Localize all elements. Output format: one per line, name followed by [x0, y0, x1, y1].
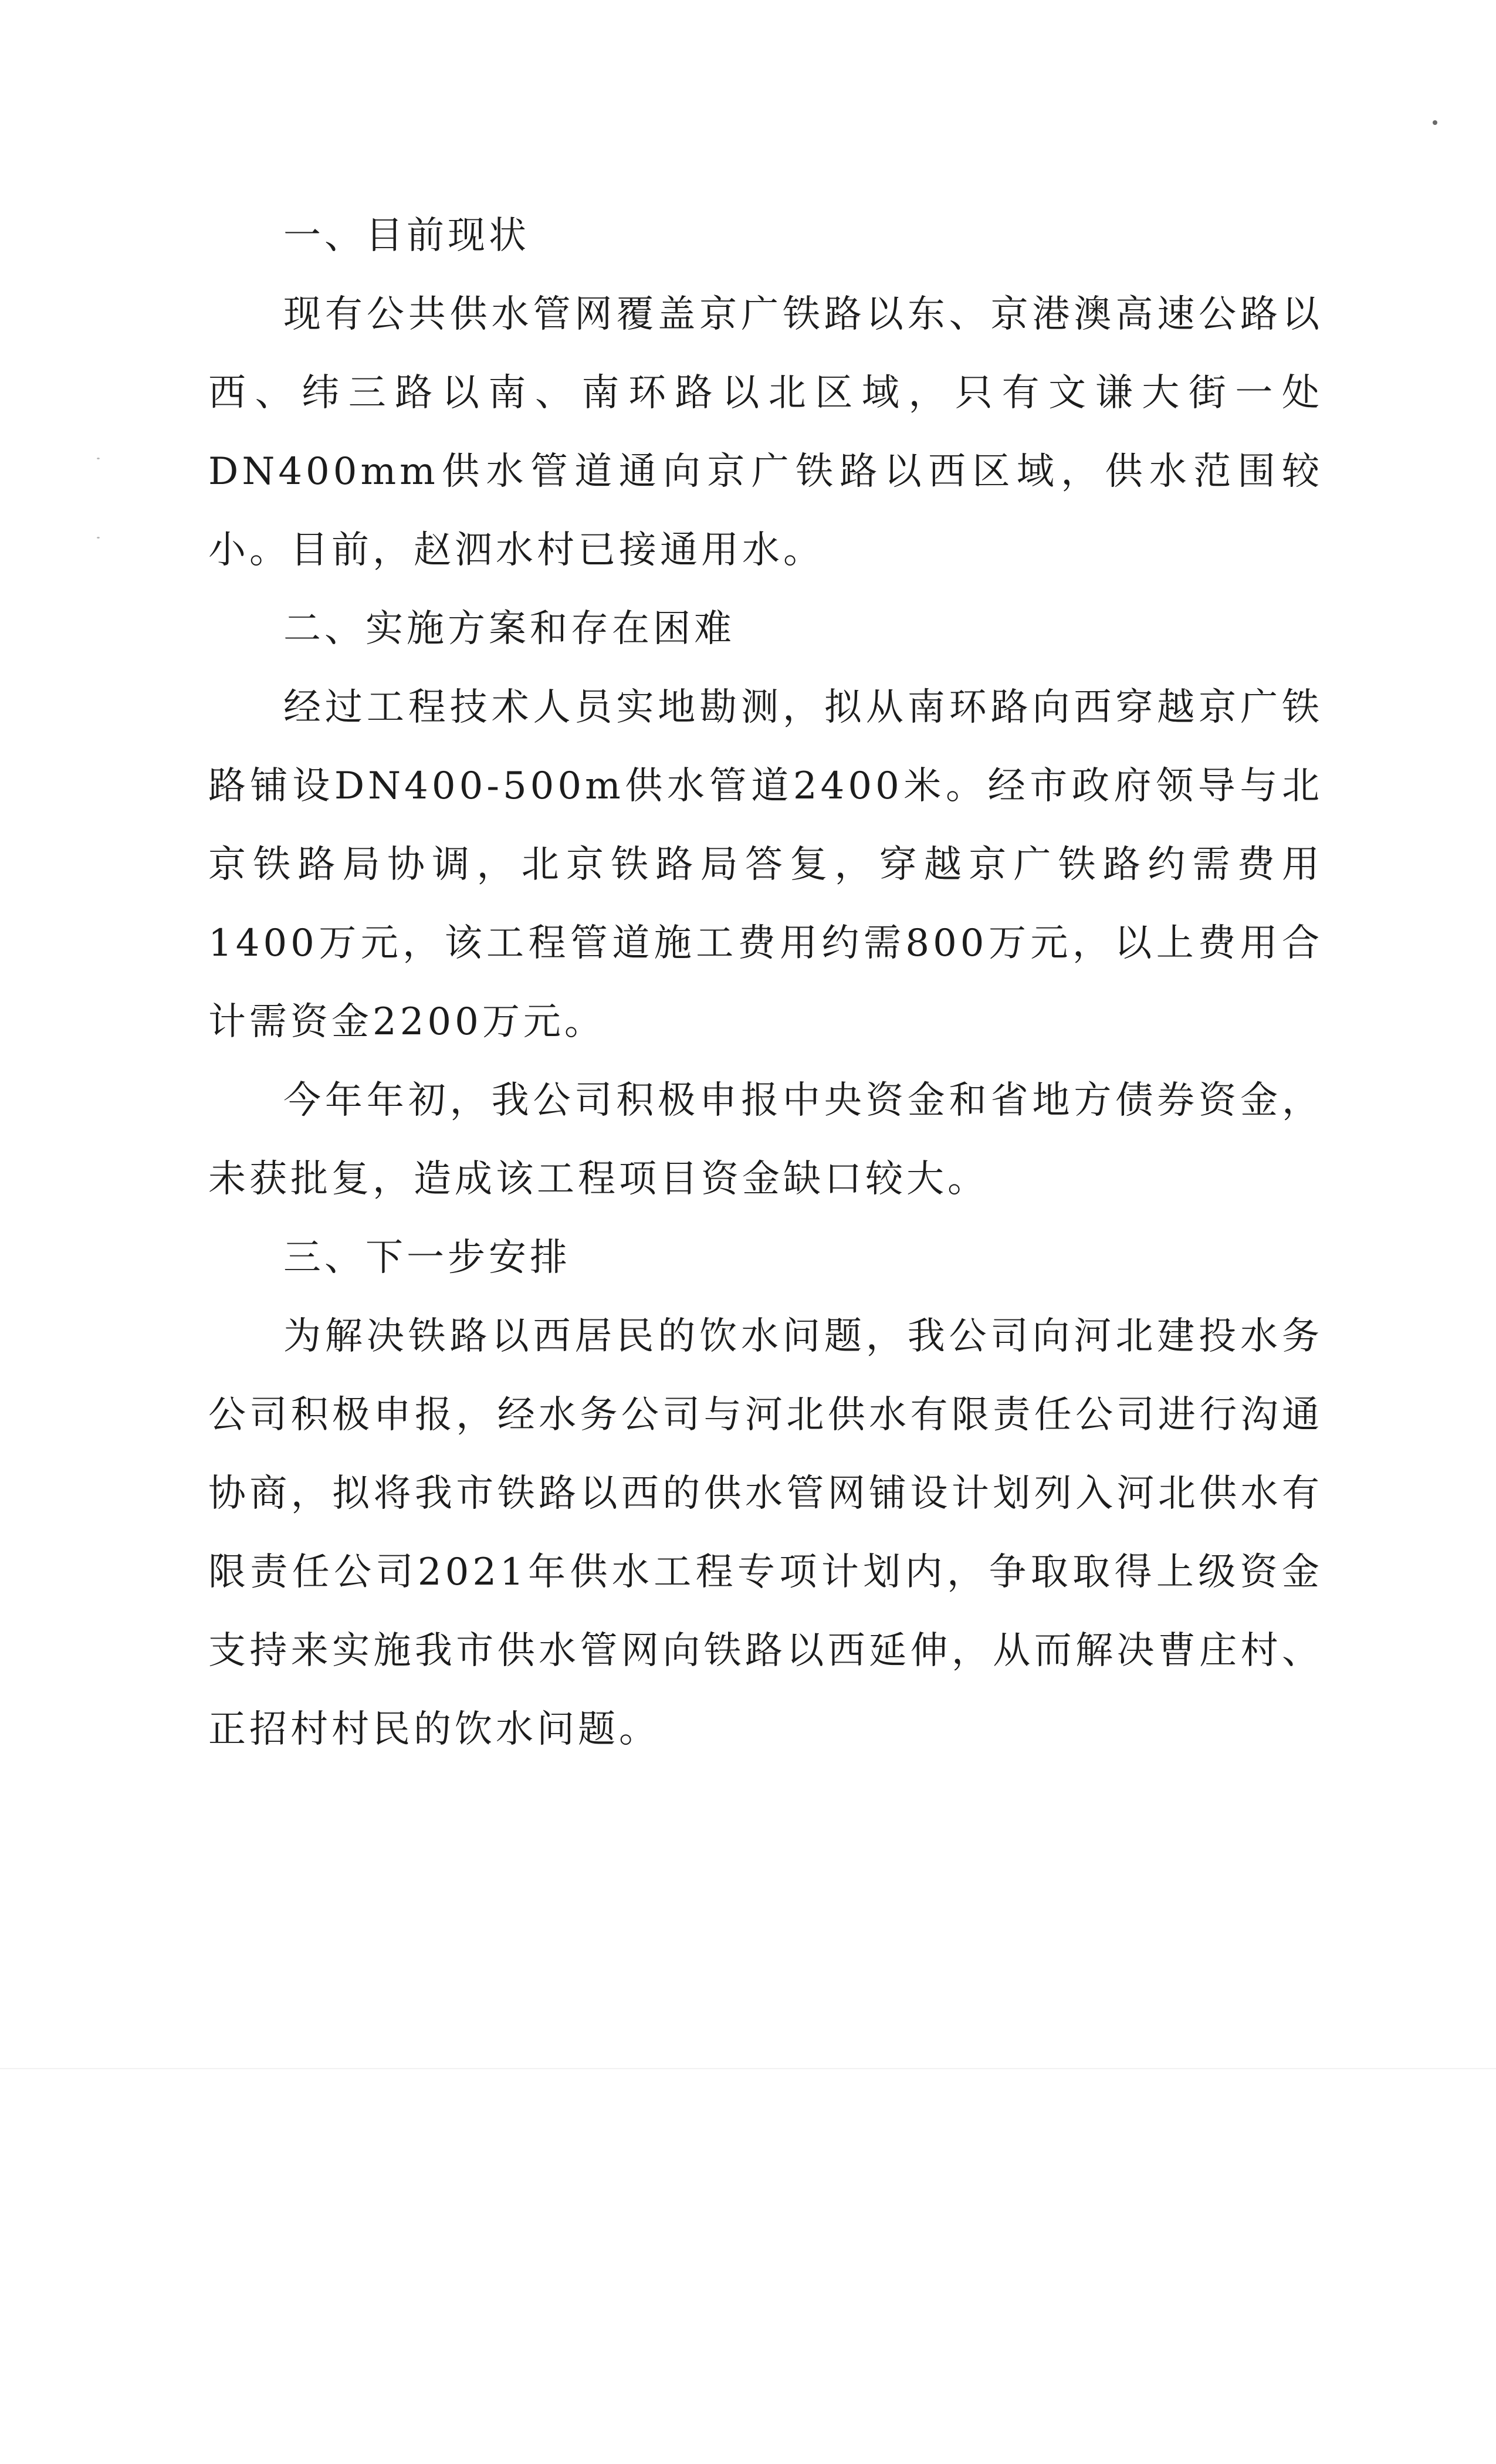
paragraph-next-steps: 为解决铁路以西居民的饮水问题，我公司向河北建投水务公司积极申报，经水务公司与河北供水有限责任公司进行沟通协商，拟将我市铁路以西的供水管网铺设计划列入河北供水有限责任公司2021年供水工程专项计划内，争取取得上级资金支持来实施我市供水管网向铁路以西延伸，从而解决曹庄村、正招村村民的饮水问题。: [208, 1315, 1323, 1751]
paragraph-plan-details: 经过工程技术人员实地勘测，拟从南环路向西穿越京广铁路铺设DN400-500m供水管道2400米。经市政府领导与北京铁路局协调，北京铁路局答复，穿越京广铁路约需费用1400万元，该工程管道施工费用约需800万元，以上费用合计需资金2200万元。: [208, 686, 1323, 1044]
paragraph-current-status: 现有公共供水管网覆盖京广铁路以东、京港澳高速公路以西、纬三路以南、南环路以北区域，只有文谦大街一处DN400mm供水管道通向京广铁路以西区域，供水范围较小。目前，赵泗水村已接通用水。: [208, 293, 1323, 572]
document-body: [208, 197, 1323, 1769]
scan-speck: [97, 458, 100, 459]
scan-speck: [97, 537, 100, 539]
section-heading-plan-difficulties: 二、实施方案和存在困难: [283, 607, 735, 651]
scan-speck: [1433, 120, 1437, 125]
section-heading-current-status: 一、目前现状: [283, 214, 530, 258]
paragraph-funding-status: 今年年初，我公司积极申报中央资金和省地方债券资金，未获批复，造成该工程项目资金缺口较大。: [208, 1079, 1323, 1201]
scan-edge-line: [0, 2068, 1496, 2069]
section-heading-next-steps: 三、下一步安排: [283, 1236, 571, 1280]
